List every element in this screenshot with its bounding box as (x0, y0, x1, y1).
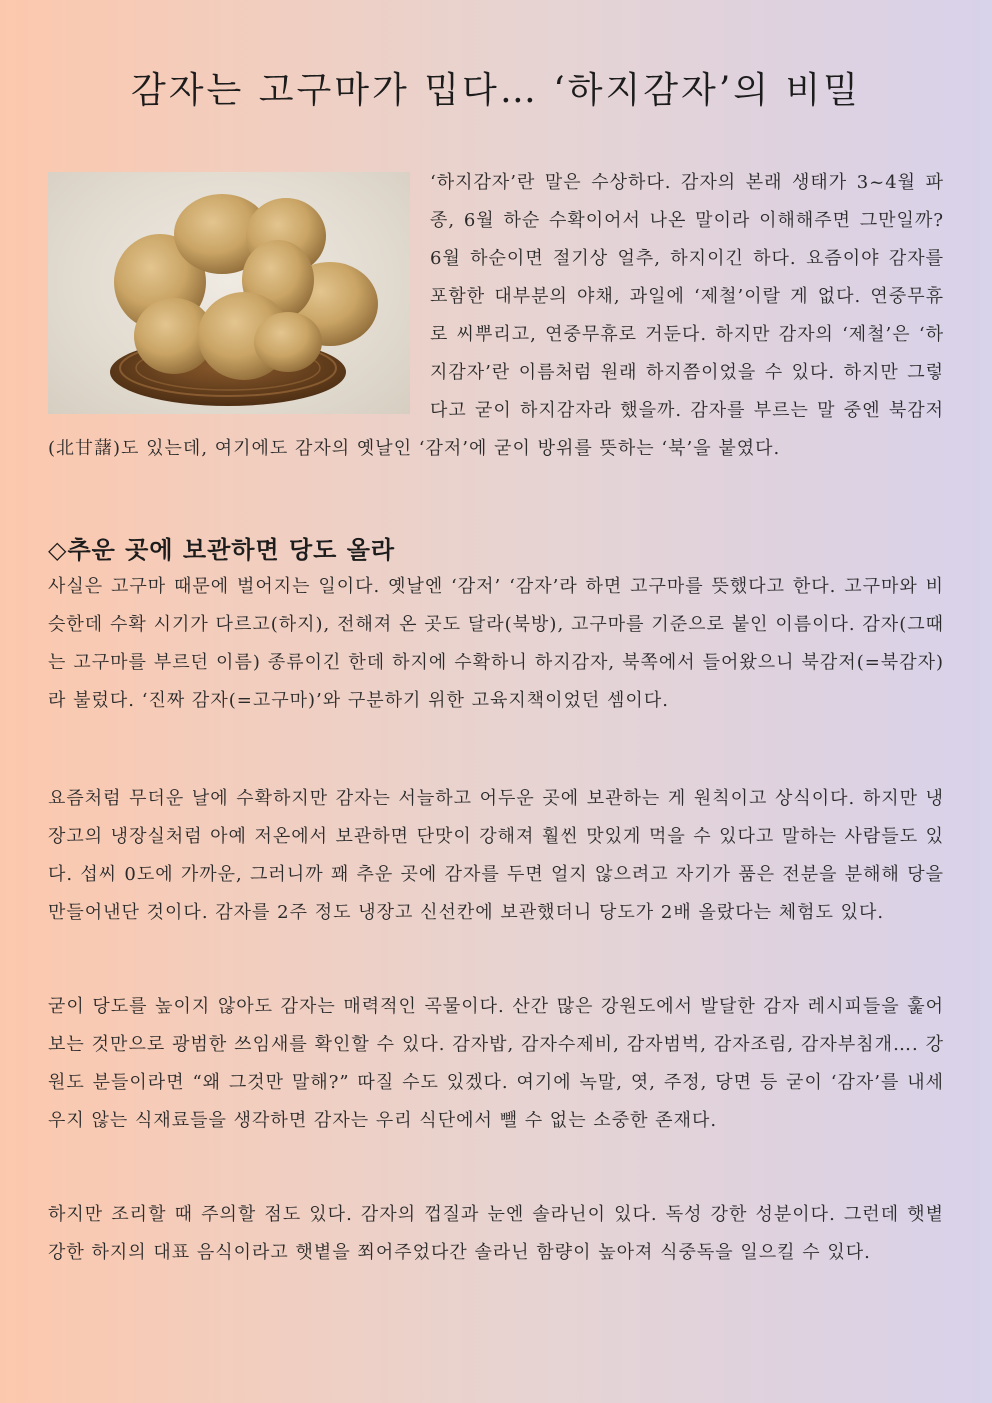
article-title: 감자는 고구마가 밉다… ‘하지감자’의 비밀 (130, 70, 862, 111)
body-paragraph-1: 사실은 고구마 때문에 벌어지는 일이다. 옛날엔 ‘감저’ ‘감자’라 하면 고구마를 뜻했다고 한다. 고구마와 비슷한데 수확 시기가 다르고(하지), 전해져 온 곳도 달라(북방), 고구마를 기준으로 붙인 이름이다. 감자(그때는 고구마를 부르던 이름) 종류이긴 한데 하지에 수확하니 하지감자, 북쪽에서 들어왔으니 북감저(=북감자)라 불렀다. ‘진짜 감자(=고구마)’와 구분하기 위한 고육지책이었던 셈이다. (48, 576, 944, 711)
intro-paragraph (48, 164, 944, 468)
body-paragraph-2: 요즘처럼 무더운 날에 수확하지만 감자는 서늘하고 어두운 곳에 보관하는 게 원칙이고 상식이다. 하지만 냉장고의 냉장실처럼 아예 저온에서 보관하면 단맛이 강해져 훨씬 맛있게 먹을 수 있다고 말하는 사람들도 있다. 섭씨 0도에 가까운, 그러니까 꽤 추운 곳에 감자를 두면 얼지 않으려고 자기가 품은 전분을 분해해 당을 만들어낸단 것이다. 감자를 2주 정도 냉장고 신선칸에 보관했더니 당도가 2배 올랐다는 체험도 있다. (48, 788, 944, 923)
section-subheading: ◇추운 곳에 보관하면 당도 올라 (48, 535, 396, 564)
photo-spacer (48, 164, 430, 428)
body-paragraph-3: 굳이 당도를 높이지 않아도 감자는 매력적인 곡물이다. 산간 많은 강원도에서 발달한 감자 레시피들을 훑어보는 것만으로 광범한 쓰임새를 확인할 수 있다. 감자밥, 감자수제비, 감자범벅, 감자조림, 감자부침개…. 강원도 분들이라면 “왜 그것만 말해?” 따질 수도 있겠다. 여기에 녹말, 엿, 주정, 당면 등 굳이 ‘감자’를 내세우지 않는 식재료들을 생각하면 감자는 우리 식단에서 뺄 수 없는 소중한 존재다. (48, 996, 944, 1131)
body-paragraph-4: 하지만 조리할 때 주의할 점도 있다. 감자의 껍질과 눈엔 솔라닌이 있다. 독성 강한 성분이다. 그런데 햇볕 강한 하지의 대표 음식이라고 햇볕을 쬐어주었다간 솔라닌 함량이 높아져 식중독을 일으킬 수 있다. (48, 1204, 944, 1263)
intro-text: ‘하지감자’란 말은 수상하다. 감자의 본래 생태가 3~4월 파종, 6월 하순 수확이어서 나온 말이라 이해해주면 그만일까? 6월 하순이면 절기상 얼추, 하지이긴 하다. 요즘이야 감자를 포함한 대부분의 야채, 과일에 ‘제철’이랄 게 없다. 연중무휴로 씨뿌리고, 연중무휴로 거둔다. 하지만 감자의 ‘제철’은 ‘하지감자’란 이름처럼 원래 하지쯤이었을 수 있다. 하지만 그렇다고 굳이 하지감자라 했을까. 감자를 부르는 말 중엔 북감저(北甘藷)도 있는데, 여기에도 감자의 옛날인 ‘감저’에 굳이 방위를 뜻하는 ‘북’을 붙였다. (48, 172, 944, 459)
